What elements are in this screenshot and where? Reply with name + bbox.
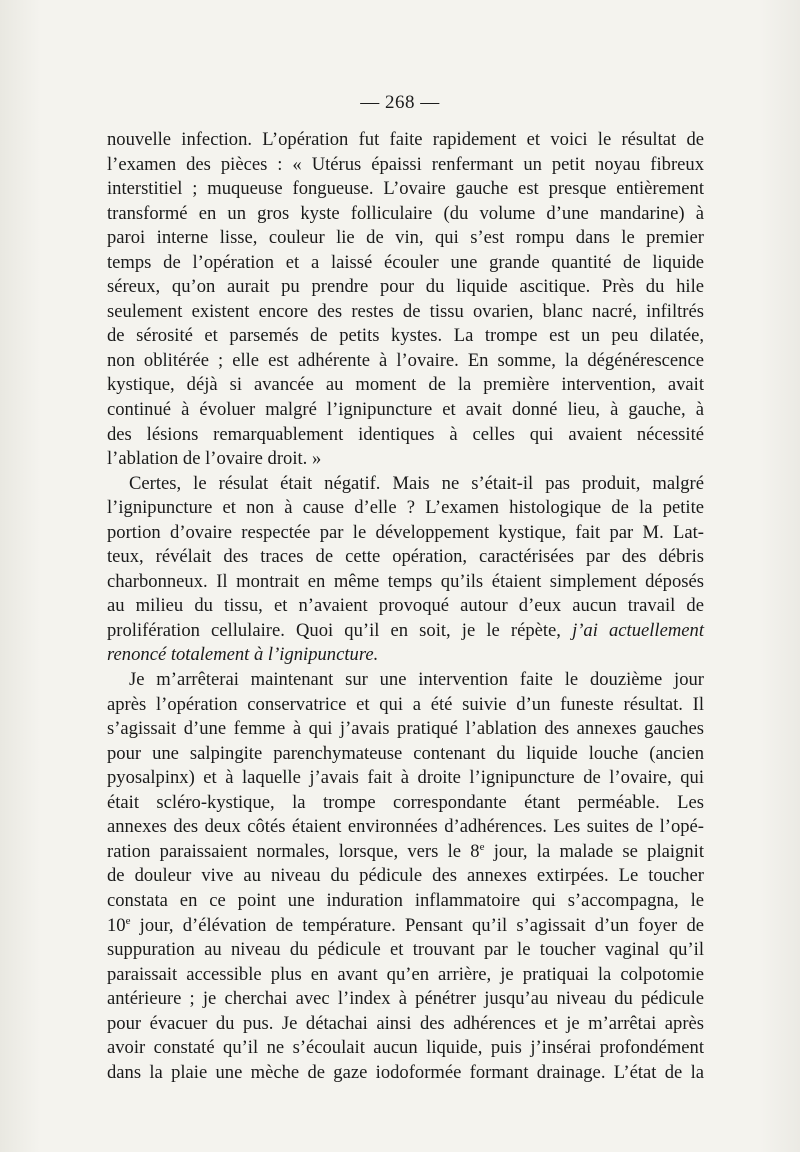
- text-run: interstitiel ; muqueuse fongueuse. L’ovaire gauche est presque entièrement: [107, 178, 704, 200]
- text-line: [107, 226, 704, 251]
- text-run: Certes, le résulat était négatif. Mais ne s’était-il pas produit, malgré: [129, 472, 704, 494]
- text-line: [107, 545, 704, 570]
- text-line: [107, 324, 704, 349]
- text-run: pour évacuer du pus. Je détachai ainsi des adhérences et je m’arrêtai après: [107, 1012, 704, 1034]
- text-run: avoir constaté qu’il ne s’écoulait aucun liquide, puis j’insérai profondément: [107, 1037, 704, 1059]
- text-line: [107, 177, 704, 202]
- text-line: [107, 373, 704, 398]
- text-line: [107, 1036, 704, 1061]
- text-line: [107, 398, 704, 423]
- text-line: [107, 791, 704, 816]
- text-run: était scléro-kystique, la trompe correspondante étant perméable. Les: [107, 791, 704, 813]
- text-run: ration paraissaient normales, lorsque, vers le 8: [107, 840, 480, 862]
- text-run: paroi interne lisse, couleur lie de vin, qui s’est rompu dans le premier: [107, 227, 704, 249]
- text-run: annexes des deux côtés étaient environnées d’adhérences. Les suites de l’opé-: [107, 816, 704, 838]
- text-run: Je m’arrêterai maintenant sur une intervention faite le douzième jour: [129, 669, 704, 691]
- text-line: [107, 619, 704, 644]
- text-line: [107, 423, 704, 448]
- text-line: [107, 963, 704, 988]
- text-run: des lésions remarquablement identiques à celles qui avaient nécessité: [107, 423, 704, 445]
- text-run: séreux, qu’on aurait pu prendre pour du liquide ascitique. Près du hile: [107, 276, 704, 298]
- text-run: teux, révélait des traces de cette opération, caractérisées par des débris: [107, 546, 704, 568]
- page-number: — 268 —: [360, 92, 440, 113]
- text-run: non oblitérée ; elle est adhérente à l’ovaire. En somme, la dégénérescence: [107, 349, 704, 371]
- text-run: s’agissait d’une femme à qui j’avais pratiqué l’ablation des annexes gauches: [107, 718, 704, 740]
- text-line: [107, 349, 704, 374]
- text-line: [107, 643, 704, 668]
- text-line: [107, 693, 704, 718]
- text-run: temps de l’opération et a laissé écouler une grande quantité de liquide: [107, 251, 704, 273]
- text-run: après l’opération conservatrice et qui a été suivie d’un funeste résultat. Il: [107, 693, 704, 715]
- text-run: l’ablation de l’ovaire droit. »: [107, 448, 322, 470]
- text-line: [107, 889, 704, 914]
- text-run: pour une salpingite parenchymateuse contenant du liquide louche (ancien: [107, 742, 704, 764]
- text-run: antérieure ; je cherchai avec l’index à pénétrer jusqu’au niveau du pédicule: [107, 988, 704, 1010]
- text-run: suppuration au niveau du pédicule et trouvant par le toucher vaginal qu’il: [107, 939, 704, 961]
- text-run: l’ignipuncture et non à cause d’elle ? L’examen histologique de la petite: [107, 497, 704, 519]
- text-run: kystique, déjà si avancée au moment de la première intervention, avait: [107, 374, 704, 396]
- text-run: pyosalpinx) et à laquelle j’avais fait à droite l’ignipuncture de l’ovaire, qui: [107, 767, 704, 789]
- text-run: de sérosité et parsemés de petits kystes. La trompe est un peu dilatée,: [107, 325, 704, 347]
- text-line: [107, 300, 704, 325]
- text-run: constata en ce point une induration inflammatoire qui s’accompagna, le: [107, 889, 704, 911]
- text-line: [107, 668, 704, 693]
- text-run: charbonneux. Il montrait en même temps qu’ils étaient simplement déposés: [107, 570, 704, 592]
- text-line: [107, 742, 704, 767]
- text-line: [107, 717, 704, 742]
- text-run: dans la plaie une mèche de gaze iodoformée formant drainage. L’état de la: [107, 1061, 704, 1083]
- text-run: au milieu du tissu, et n’avaient provoqué autour d’eux aucun travail de: [107, 595, 704, 617]
- text-line: [107, 987, 704, 1012]
- text-run: continué à évoluer malgré l’ignipuncture et avait donné lieu, à gauche, à: [107, 399, 704, 421]
- text-run: nouvelle infection. L’opération fut faite rapidement et voici le résultat de: [107, 129, 704, 150]
- text-line: [107, 153, 704, 178]
- text-line: [107, 766, 704, 791]
- text-run: de douleur vive au niveau du pédicule des annexes extirpées. Le toucher: [107, 865, 704, 887]
- text-line: [107, 570, 704, 595]
- text-run: paraissait accessible plus en avant qu’en arrière, je pratiquai la colpotomie: [107, 963, 704, 985]
- italic-run: j’ai actuellement: [572, 619, 704, 641]
- superscript: e: [479, 840, 485, 853]
- text-line: [107, 496, 704, 521]
- text-line: [107, 251, 704, 276]
- text-line: [107, 521, 704, 546]
- text-run: 10: [107, 914, 126, 936]
- text-run: jour, la malade se plaignit: [484, 840, 704, 862]
- text-line: [107, 275, 704, 300]
- text-run: jour, d’élévation de température. Pensant qu’il s’agissait d’un foyer de: [130, 914, 704, 936]
- body-text: [107, 128, 704, 1085]
- text-line: [107, 840, 704, 865]
- text-run: l’examen des pièces : « Utérus épaissi renfermant un petit noyau fibreux: [107, 153, 704, 175]
- text-line: [107, 447, 704, 472]
- text-line: [107, 1061, 704, 1086]
- text-line: [107, 815, 704, 840]
- text-line: [107, 938, 704, 963]
- text-line: [107, 864, 704, 889]
- text-line: [107, 472, 704, 497]
- text-line: [107, 594, 704, 619]
- text-line: [107, 202, 704, 227]
- superscript: e: [125, 914, 131, 927]
- text-line: [107, 1012, 704, 1037]
- text-run: seulement existent encore des restes de tissu ovarien, blanc nacré, infiltrés: [107, 300, 704, 322]
- text-line: [107, 128, 704, 153]
- text-run: prolifération cellulaire. Quoi qu’il en soit, je le répète,: [107, 619, 561, 641]
- text-run: portion d’ovaire respectée par le développement kystique, fait par M. Lat-: [107, 521, 704, 543]
- text-line: [107, 914, 704, 939]
- italic-run: renoncé totalement à l’ignipuncture.: [107, 644, 379, 666]
- text-run: transformé en un gros kyste folliculaire (du volume d’une mandarine) à: [107, 202, 704, 224]
